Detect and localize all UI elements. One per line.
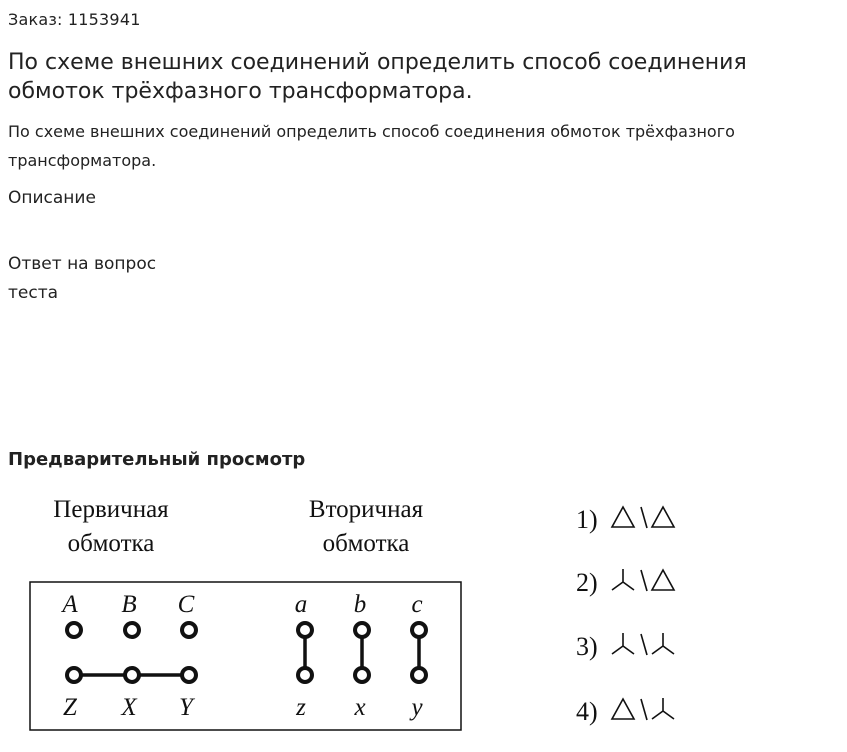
transformer-diagram xyxy=(0,488,847,752)
terminal-label-z: z xyxy=(296,694,306,721)
terminal-C xyxy=(182,623,196,637)
slash-separator xyxy=(641,507,647,528)
terminal-x xyxy=(355,668,369,682)
slash-separator xyxy=(641,570,647,591)
answer-option xyxy=(576,697,674,726)
terminal-b xyxy=(355,623,369,637)
star-icon xyxy=(652,633,674,654)
secondary-caption-line1: Вторичная xyxy=(308,496,424,523)
delta-icon xyxy=(652,570,674,590)
terminal-X xyxy=(125,668,139,682)
page-title: По схеме внешних соединений определить способ соединения обмоток трёхфазного трансформатора. xyxy=(8,50,747,104)
terminal-label-B: B xyxy=(121,591,137,618)
terminal-label-b: b xyxy=(353,591,367,618)
primary-caption-line2: обмотка xyxy=(67,530,155,557)
terminal-label-a: a xyxy=(294,591,308,618)
answer-option xyxy=(576,632,674,661)
answer-options xyxy=(576,505,674,726)
option-number: 3) xyxy=(576,632,598,661)
terminal-a xyxy=(298,623,312,637)
preview-heading: Предварительный просмотр xyxy=(8,449,306,470)
terminal-label-C: C xyxy=(177,591,195,618)
terminal-label-x: x xyxy=(354,694,366,721)
answer-option xyxy=(576,568,674,597)
terminal-Y xyxy=(182,668,196,682)
terminal-A xyxy=(67,623,81,637)
primary-caption-line1: Первичная xyxy=(53,496,169,523)
star-icon xyxy=(652,698,674,719)
terminal-label-c: c xyxy=(411,591,423,618)
star-icon xyxy=(612,633,634,654)
option-number: 4) xyxy=(576,697,598,726)
answer-label: Ответ на вопрос теста xyxy=(8,254,157,303)
delta-icon xyxy=(612,507,634,527)
terminal-label-Z: Z xyxy=(63,694,77,721)
order-number: Заказ: 1153941 xyxy=(8,10,141,29)
delta-icon xyxy=(612,699,634,719)
description-label: Описание xyxy=(8,188,96,208)
terminal-label-A: A xyxy=(62,591,78,618)
secondary-caption-line2: обмотка xyxy=(322,530,410,557)
terminal-Z xyxy=(67,668,81,682)
terminal-label-Y: Y xyxy=(179,694,193,721)
terminal-label-y: y xyxy=(411,694,423,721)
option-number: 1) xyxy=(576,505,598,534)
slash-separator xyxy=(641,634,647,655)
terminal-c xyxy=(412,623,426,637)
diagram-frame xyxy=(30,582,461,730)
answer-option xyxy=(576,505,674,534)
terminal-z xyxy=(298,668,312,682)
slash-separator xyxy=(641,699,647,720)
star-icon xyxy=(612,569,634,590)
delta-icon xyxy=(652,507,674,527)
terminal-y xyxy=(412,668,426,682)
terminal-B xyxy=(125,623,139,637)
option-number: 2) xyxy=(576,568,598,597)
terminal-label-X: X xyxy=(121,694,137,721)
question-text: По схеме внешних соединений определить способ соединения обмоток трёхфазного трансформатора. xyxy=(8,122,735,170)
